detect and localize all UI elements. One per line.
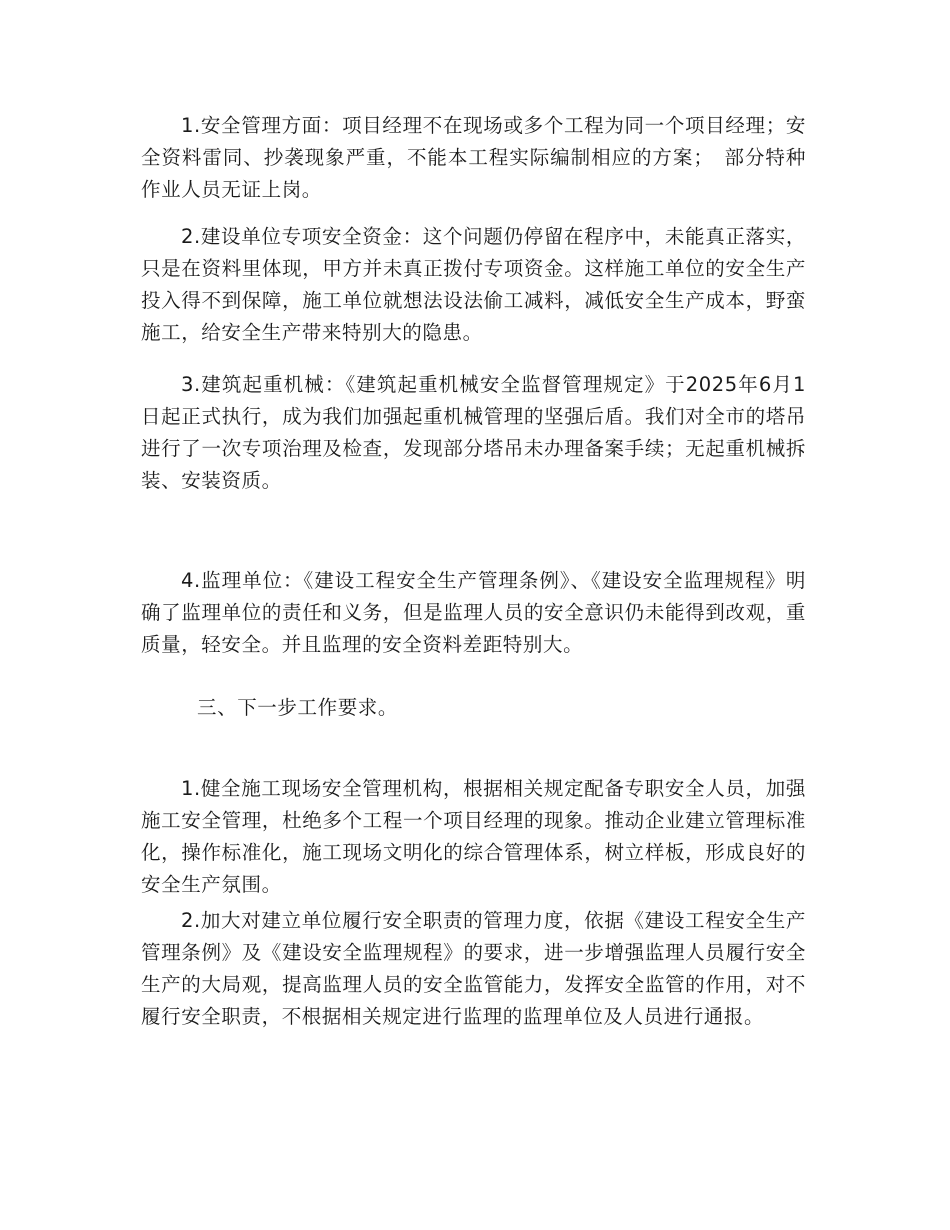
- paragraph-construction-fund: 2.建设单位专项安全资金：这个问题仍停留在程序中，未能真正落实，只是在资料里体现，甲方并未真正拨付专项资金。这样施工单位的安全生产投入得不到保障，施工单位就想法设法偷工减料，减低安全生产成本，野蛮施工，给安全生产带来特别大的隐患。: [141, 225, 806, 344]
- section-heading-next-steps: 三、下一步工作要求。: [197, 696, 399, 719]
- paragraph-supervision-unit: 4.监理单位：《建设工程安全生产管理条例》、《建设安全监理规程》明确了监理单位的责任和义务，但是监理人员的安全意识仍未能得到改观，重质量，轻安全。并且监理的安全资料差距特别大。: [141, 569, 806, 656]
- paragraph-safety-management: 1.安全管理方面：项目经理不在现场或多个工程为同一个项目经理；安全资料雷同、抄袭现象严重，不能本工程实际编制相应的方案； 部分特种作业人员无证上岗。: [141, 114, 806, 201]
- paragraph-requirement-2: 2.加大对建立单位履行安全职责的管理力度，依据《建设工程安全生产管理条例》及《建设安全监理规程》的要求，进一步增强监理人员履行安全生产的大局观，提高监理人员的安全监管能力，发挥安全监管的作用，对不履行安全职责，不根据相关规定进行监理的监理单位及人员进行通报。: [141, 909, 806, 1028]
- paragraph-lifting-machinery: 3.建筑起重机械：《建筑起重机械安全监督管理规定》于2025年6月1日起正式执行，成为我们加强起重机械管理的坚强后盾。我们对全市的塔吊进行了一次专项治理及检查，发现部分塔吊未办理备案手续；无起重机械拆装、安装资质。: [141, 373, 806, 492]
- paragraph-requirement-1: 1.健全施工现场安全管理机构，根据相关规定配备专职安全人员，加强施工安全管理，杜绝多个工程一个项目经理的现象。推动企业建立管理标准化，操作标准化，施工现场文明化的综合管理体系，树立样板，形成良好的安全生产氛围。: [141, 777, 806, 896]
